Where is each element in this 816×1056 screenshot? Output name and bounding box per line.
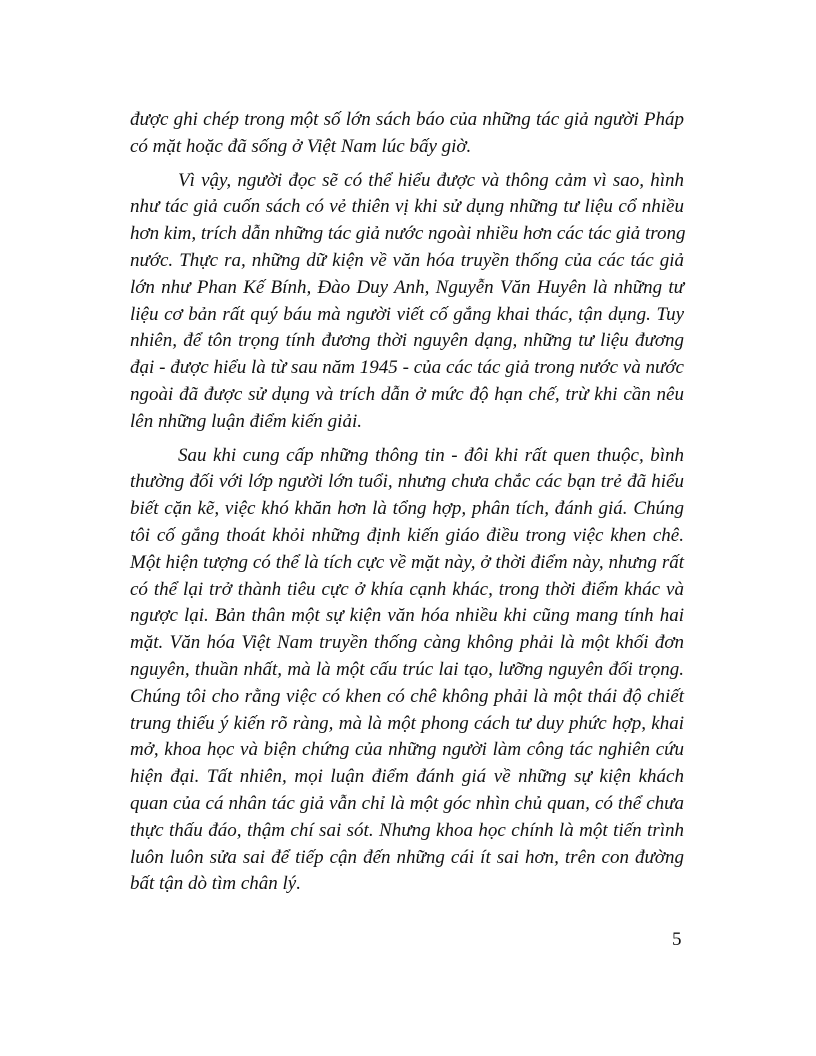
text-line: thực thấu đáo, thậm chí sai sót. Nhưng khoa học chính là một tiến trình <box>130 819 684 841</box>
text-line: đại - được hiểu là từ sau năm 1945 - của các tác giả trong nước và nước <box>130 357 684 379</box>
text-line: như tác giả cuốn sách có vẻ thiên vị khi sử dụng những tư liệu cổ nhiều <box>130 196 684 218</box>
text-line: nguyên, thuần nhất, mà là một cấu trúc lai tạo, lưỡng nguyên đối trọng. <box>130 658 684 680</box>
text-line: nước. Thực ra, những dữ kiện về văn hóa truyền thống của các tác giả <box>130 249 684 271</box>
text-line: bất tận dò tìm chân lý. <box>130 873 301 895</box>
text-line: Một hiện tượng có thể là tích cực về mặt này, ở thời điểm này, nhưng rất <box>130 551 684 573</box>
text-line: hiện đại. Tất nhiên, mọi luận điểm đánh giá về những sự kiện khách <box>130 766 684 788</box>
text-line: lên những luận điểm kiến giải. <box>130 410 362 432</box>
text-line: luôn luôn sửa sai để tiếp cận đến những cái ít sai hơn, trên con đường <box>130 846 684 868</box>
text-line: biết cặn kẽ, việc khó khăn hơn là tổng hợp, phân tích, đánh giá. Chúng <box>130 498 684 520</box>
text-line: quan của cá nhân tác giả vẫn chỉ là một góc nhìn chủ quan, có thể chưa <box>130 792 684 814</box>
body-text <box>130 107 684 905</box>
text-line: Vì vậy, người đọc sẽ có thể hiểu được và thông cảm vì sao, hình <box>178 169 684 191</box>
text-line: thường đối với lớp người lớn tuổi, nhưng chưa chắc các bạn trẻ đã hiểu <box>130 471 684 493</box>
text-line: tôi cố gắng thoát khỏi những định kiến giáo điều trong việc khen chê. <box>130 524 684 546</box>
text-line: ngoài đã được sử dụng và trích dẫn ở mức độ hạn chế, trừ khi cần nêu <box>130 383 684 405</box>
paragraph-1 <box>130 107 684 161</box>
text-line: được ghi chép trong một số lớn sách báo của những tác giả người Pháp <box>130 109 684 130</box>
text-line: lớn như Phan Kế Bính, Đào Duy Anh, Nguyễn Văn Huyên là những tư <box>130 276 684 298</box>
text-line: trung thiếu ý kiến rõ ràng, mà là một phong cách tư duy phức hợp, khai <box>130 712 684 734</box>
text-line: mở, khoa học và biện chứng của những người làm công tác nghiên cứu <box>130 739 684 761</box>
text-line: có thể lại trở thành tiêu cực ở khía cạnh khác, trong thời điểm khác và <box>130 578 684 600</box>
page-number: 5 <box>672 929 682 950</box>
text-line: mặt. Văn hóa Việt Nam truyền thống càng không phải là một khối đơn <box>130 632 684 654</box>
text-line: ngược lại. Bản thân một sự kiện văn hóa nhiều khi cũng mang tính hai <box>130 605 684 627</box>
text-line: hơn kim, trích dẫn những tác giả nước ngoài nhiều hơn các tác giả trong <box>130 223 686 245</box>
paragraph-2 <box>130 168 684 436</box>
text-line: liệu cơ bản rất quý báu mà người viết cố gắng khai thác, tận dụng. Tuy <box>130 303 684 325</box>
text-line: Sau khi cung cấp những thông tin - đôi khi rất quen thuộc, bình <box>178 444 684 466</box>
text-line: nhiên, để tôn trọng tính đương thời nguyên dạng, những tư liệu đương <box>130 330 684 352</box>
paragraph-3 <box>130 443 684 899</box>
text-line: có mặt hoặc đã sống ở Việt Nam lúc bấy giờ. <box>130 135 472 157</box>
text-line: Chúng tôi cho rằng việc có khen có chê không phải là một thái độ chiết <box>130 685 684 707</box>
